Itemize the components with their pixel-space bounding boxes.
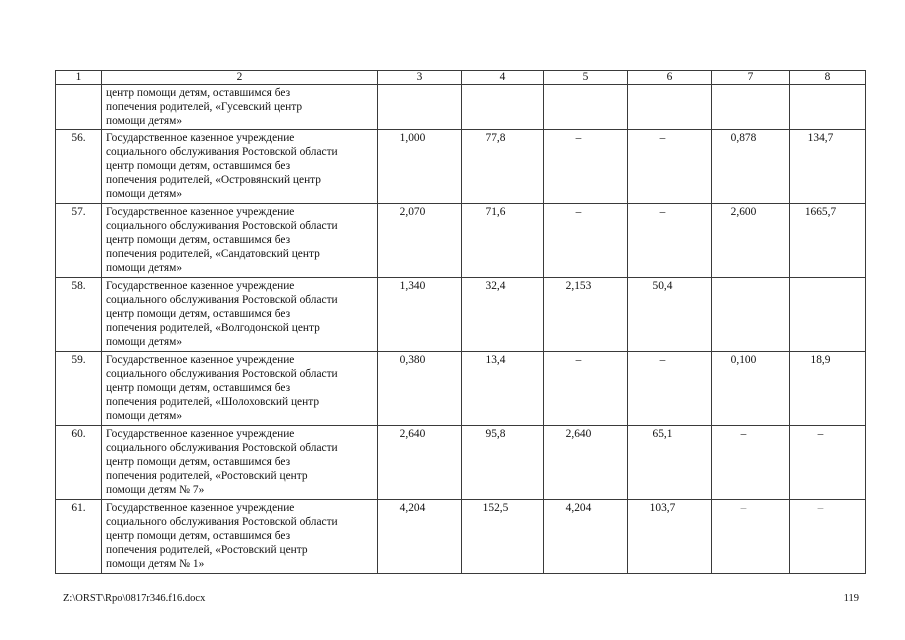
value-text: 1,000 bbox=[399, 131, 426, 144]
value-cell-col-3 bbox=[378, 351, 462, 425]
value-text: – bbox=[817, 501, 824, 514]
value-cell-col-7 bbox=[712, 351, 790, 425]
value-cell-col-8 bbox=[790, 203, 866, 277]
institution-name bbox=[102, 203, 378, 277]
row-number: 56. bbox=[56, 129, 102, 203]
value-text: 0,100 bbox=[730, 353, 757, 366]
value-cell-col-4 bbox=[462, 499, 544, 573]
value-cell-col-7 bbox=[712, 85, 790, 130]
value-text: – bbox=[575, 131, 582, 144]
value-text: 0,878 bbox=[730, 131, 757, 144]
institution-name-line: попечения родителей, «Островянский центр bbox=[106, 174, 321, 187]
value-cell-col-3 bbox=[378, 203, 462, 277]
institution-name-line: социального обслуживания Ростовской области bbox=[106, 219, 338, 232]
institution-name-line: попечения родителей, «Ростовский центр bbox=[106, 544, 308, 557]
institution-name-line: попечения родителей, «Шолоховский центр bbox=[106, 396, 320, 409]
value-cell-col-7 bbox=[712, 203, 790, 277]
value-text: 1,340 bbox=[399, 279, 426, 292]
value-cell-col-4 bbox=[462, 425, 544, 499]
column-header-2: 2 bbox=[102, 71, 378, 85]
value-text: – bbox=[740, 427, 747, 440]
institution-name-line: Государственное казенное учреждение bbox=[106, 131, 295, 144]
value-cell-col-8 bbox=[790, 499, 866, 573]
institution-name-line: попечения родителей, «Волгодонской центр bbox=[106, 322, 320, 335]
institution-name-line: попечения родителей, «Сандатовский центр bbox=[106, 248, 320, 261]
row-number bbox=[56, 85, 102, 130]
value-text: 50,4 bbox=[652, 279, 673, 292]
value-cell-col-8 bbox=[790, 277, 866, 351]
institution-name-line: социального обслуживания Ростовской области bbox=[106, 293, 338, 306]
value-text: – bbox=[659, 131, 666, 144]
value-text: 65,1 bbox=[652, 427, 673, 440]
value-cell-col-5 bbox=[544, 85, 628, 130]
header-row bbox=[56, 71, 866, 85]
value-cell-col-4 bbox=[462, 203, 544, 277]
column-header-1: 1 bbox=[56, 71, 102, 85]
value-cell-col-8 bbox=[790, 85, 866, 130]
value-text: 71,6 bbox=[485, 205, 506, 218]
institution-name-line: Государственное казенное учреждение bbox=[106, 353, 295, 366]
table-row bbox=[56, 85, 866, 130]
value-text: – bbox=[659, 205, 666, 218]
value-cell-col-6 bbox=[628, 129, 712, 203]
value-text: 4,204 bbox=[565, 501, 592, 514]
value-text: 2,153 bbox=[565, 279, 592, 292]
institution-name-line: Государственное казенное учреждение bbox=[106, 279, 295, 292]
value-cell-col-6 bbox=[628, 277, 712, 351]
institution-name-line: центр помощи детям, оставшимся без bbox=[106, 530, 291, 543]
table-body bbox=[56, 85, 866, 574]
value-cell-col-6 bbox=[628, 351, 712, 425]
institution-name-line: попечения родителей, «Ростовский центр bbox=[106, 470, 308, 483]
column-header-8: 8 bbox=[790, 71, 866, 85]
value-text: – bbox=[659, 353, 666, 366]
table-row bbox=[56, 277, 866, 351]
table-row bbox=[56, 129, 866, 203]
column-header-6: 6 bbox=[628, 71, 712, 85]
institution-name-line: социального обслуживания Ростовской области bbox=[106, 145, 338, 158]
value-text: 1665,7 bbox=[804, 205, 837, 218]
value-cell-col-5 bbox=[544, 499, 628, 573]
value-cell-col-3 bbox=[378, 129, 462, 203]
value-cell-col-5 bbox=[544, 203, 628, 277]
footer-file-path: Z:\ORST\Rpo\0817r346.f16.docx bbox=[63, 593, 206, 604]
institution-name-line: центр помощи детям, оставшимся без bbox=[106, 382, 291, 395]
value-cell-col-5 bbox=[544, 351, 628, 425]
table-row bbox=[56, 351, 866, 425]
value-text: 152,5 bbox=[482, 501, 509, 514]
row-number: 58. bbox=[56, 277, 102, 351]
value-text: 4,204 bbox=[399, 501, 426, 514]
document-table bbox=[55, 70, 866, 574]
value-cell-col-8 bbox=[790, 425, 866, 499]
value-cell-col-6 bbox=[628, 85, 712, 130]
institution-name-line: попечения родителей, «Гусевский центр bbox=[106, 101, 303, 114]
value-text: 2,640 bbox=[399, 427, 426, 440]
value-text: 77,8 bbox=[485, 131, 506, 144]
footer-page-number: 119 bbox=[843, 593, 859, 604]
column-header-3: 3 bbox=[378, 71, 462, 85]
value-cell-col-4 bbox=[462, 277, 544, 351]
value-cell-col-3 bbox=[378, 425, 462, 499]
value-cell-col-5 bbox=[544, 277, 628, 351]
value-cell-col-6 bbox=[628, 499, 712, 573]
column-header-7: 7 bbox=[712, 71, 790, 85]
institution-name-line: центр помощи детям, оставшимся без bbox=[106, 87, 291, 99]
value-cell-col-3 bbox=[378, 85, 462, 130]
value-cell-col-4 bbox=[462, 85, 544, 130]
value-cell-col-8 bbox=[790, 351, 866, 425]
value-text: 95,8 bbox=[485, 427, 506, 440]
institution-name-line: помощи детям» bbox=[106, 262, 183, 275]
table-header bbox=[56, 71, 866, 85]
column-header-4: 4 bbox=[462, 71, 544, 85]
value-cell-col-7 bbox=[712, 129, 790, 203]
institution-name bbox=[102, 129, 378, 203]
value-cell-col-6 bbox=[628, 425, 712, 499]
institution-name-line: центр помощи детям, оставшимся без bbox=[106, 308, 291, 321]
value-text: 2,640 bbox=[565, 427, 592, 440]
value-text: – bbox=[575, 353, 582, 366]
institution-name-line: социального обслуживания Ростовской области bbox=[106, 441, 338, 454]
value-text: 18,9 bbox=[810, 353, 831, 366]
value-text: 0,380 bbox=[399, 353, 426, 366]
table-row bbox=[56, 425, 866, 499]
column-header-5: 5 bbox=[544, 71, 628, 85]
value-cell-col-3 bbox=[378, 499, 462, 573]
institution-name-line: центр помощи детям, оставшимся без bbox=[106, 234, 291, 247]
value-cell-col-4 bbox=[462, 351, 544, 425]
value-text: 2,600 bbox=[730, 205, 757, 218]
row-number: 59. bbox=[56, 351, 102, 425]
institution-name-line: помощи детям» bbox=[106, 410, 183, 423]
value-cell-col-7 bbox=[712, 499, 790, 573]
institution-name bbox=[102, 499, 378, 573]
value-text: – bbox=[740, 501, 747, 514]
institution-name-line: Государственное казенное учреждение bbox=[106, 427, 295, 440]
table-row bbox=[56, 203, 866, 277]
value-cell-col-5 bbox=[544, 425, 628, 499]
institution-name bbox=[102, 85, 378, 130]
value-cell-col-7 bbox=[712, 425, 790, 499]
institution-name-line: социального обслуживания Ростовской области bbox=[106, 367, 338, 380]
institution-name bbox=[102, 425, 378, 499]
institution-name-line: центр помощи детям, оставшимся без bbox=[106, 160, 291, 173]
value-text: 2,070 bbox=[399, 205, 426, 218]
value-text: 32,4 bbox=[485, 279, 506, 292]
institution-name-line: Государственное казенное учреждение bbox=[106, 205, 295, 218]
institution-name-line: помощи детям» bbox=[106, 115, 183, 128]
institution-name-line: помощи детям № 1» bbox=[106, 558, 205, 571]
value-text: 103,7 bbox=[649, 501, 676, 514]
value-text: – bbox=[817, 427, 824, 440]
value-cell-col-8 bbox=[790, 129, 866, 203]
institution-name-line: Государственное казенное учреждение bbox=[106, 501, 295, 514]
institution-name-line: социального обслуживания Ростовской области bbox=[106, 515, 338, 528]
value-cell-col-5 bbox=[544, 129, 628, 203]
value-text: – bbox=[575, 205, 582, 218]
row-number: 61. bbox=[56, 499, 102, 573]
value-cell-col-4 bbox=[462, 129, 544, 203]
table-row bbox=[56, 499, 866, 573]
value-cell-col-6 bbox=[628, 203, 712, 277]
value-text: 13,4 bbox=[485, 353, 506, 366]
institution-name bbox=[102, 351, 378, 425]
value-text: 134,7 bbox=[807, 131, 834, 144]
institution-name-line: помощи детям № 7» bbox=[106, 484, 205, 497]
institution-name-line: центр помощи детям, оставшимся без bbox=[106, 456, 291, 469]
row-number: 57. bbox=[56, 203, 102, 277]
row-number: 60. bbox=[56, 425, 102, 499]
institution-name-line: помощи детям» bbox=[106, 188, 183, 201]
institution-name-line: помощи детям» bbox=[106, 336, 183, 349]
institution-name bbox=[102, 277, 378, 351]
value-cell-col-3 bbox=[378, 277, 462, 351]
value-cell-col-7 bbox=[712, 277, 790, 351]
